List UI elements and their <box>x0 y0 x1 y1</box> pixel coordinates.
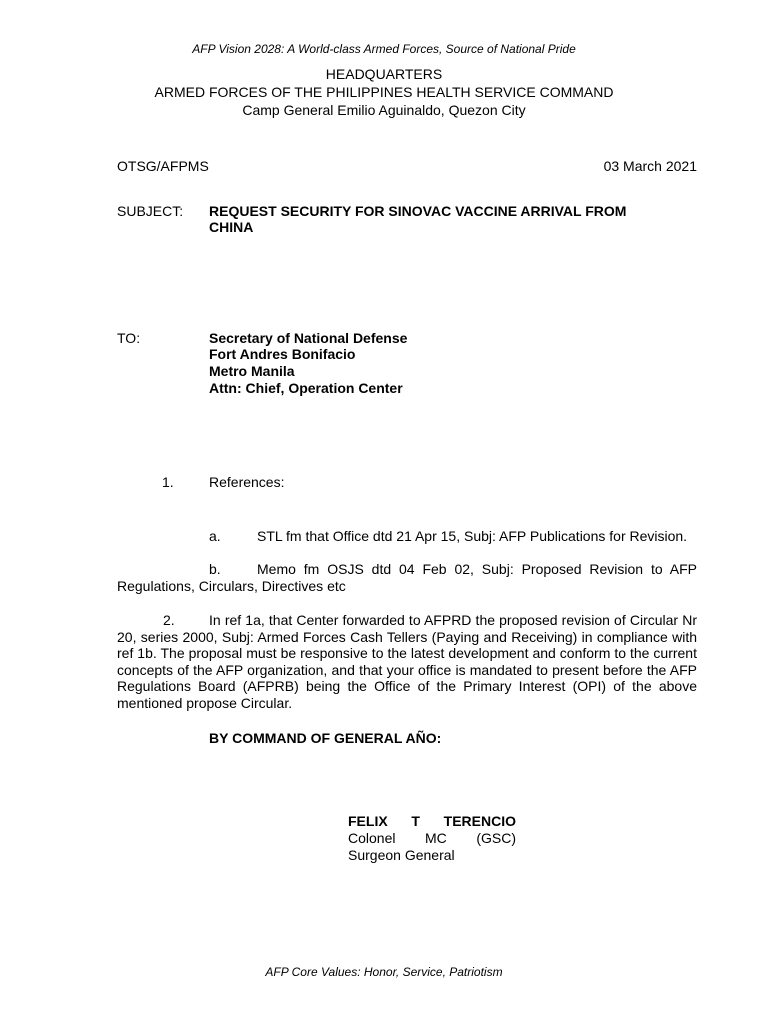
reference-a-letter: a. <box>209 528 221 544</box>
signatory-title: Surgeon General <box>348 847 455 863</box>
addressee-line: Attn: Chief, Operation Center <box>209 380 403 396</box>
signatory-service: (GSC) <box>476 830 516 846</box>
addressee-line: Fort Andres Bonifacio <box>209 346 356 362</box>
command-heading: ARMED FORCES OF THE PHILIPPINES HEALTH SERVICE COMMAND <box>154 84 614 100</box>
signatory-last-name: TERENCIO <box>443 813 516 829</box>
addressee-line: Secretary of National Defense <box>209 330 408 346</box>
signatory-first-name: FELIX <box>348 813 388 829</box>
signatory-rank-word: Colonel <box>348 830 396 846</box>
signatory-name <box>348 813 516 830</box>
signatory-corps: MC <box>425 830 447 846</box>
reference-b-text: Memo fm OSJS dtd 04 Feb 02, Subj: Proposed Revision to AFP Regulations, Circulars, Directives etc <box>117 561 697 594</box>
headquarters-heading: HEADQUARTERS <box>325 66 443 82</box>
signatory-rank <box>348 830 516 847</box>
reference-b-letter: b. <box>209 561 221 577</box>
para1-number: 1. <box>162 474 174 490</box>
by-command-line: BY COMMAND OF GENERAL AÑO: <box>209 730 442 746</box>
reference-a-text: STL fm that Office dtd 21 Apr 15, Subj: AFP Publications for Revision. <box>257 528 688 544</box>
paragraph-2 <box>117 612 697 711</box>
addressee-line: Metro Manila <box>209 363 295 379</box>
reference-b <box>117 561 697 594</box>
para2-number: 2. <box>163 612 175 628</box>
office-reference: OTSG/AFPMS <box>117 158 209 174</box>
subject-line-1: REQUEST SECURITY FOR SINOVAC VACCINE ARRIVAL FROM <box>209 203 627 219</box>
subject-label: SUBJECT: <box>117 203 184 219</box>
para2-text: In ref 1a, that Center forwarded to AFPRD the proposed revision of Circular Nr 20, series 2000, Subj: Armed Forces Cash Tellers (Paying and Receiving) in compliance with ref 1b. The proposal must be responsive to the latest development and conform to the current concepts of the AFP organization, and that your office is mandated to present before the AFP Regulations Board (AFPRB) being the Office of the Primary Interest (OPI) of the above mentioned propose Circular. <box>117 612 697 711</box>
reference-a <box>117 528 697 545</box>
vision-motto: AFP Vision 2028: A World-class Armed Forces, Source of National Pride <box>192 42 576 56</box>
signatory-middle-initial: T <box>411 813 420 829</box>
para1-label: References: <box>209 474 285 490</box>
to-label: TO: <box>117 330 141 346</box>
core-values-footer: AFP Core Values: Honor, Service, Patriotism <box>265 965 503 979</box>
document-date: 03 March 2021 <box>603 158 697 174</box>
subject-line-2: CHINA <box>209 219 254 235</box>
camp-address: Camp General Emilio Aguinaldo, Quezon City <box>242 102 526 118</box>
